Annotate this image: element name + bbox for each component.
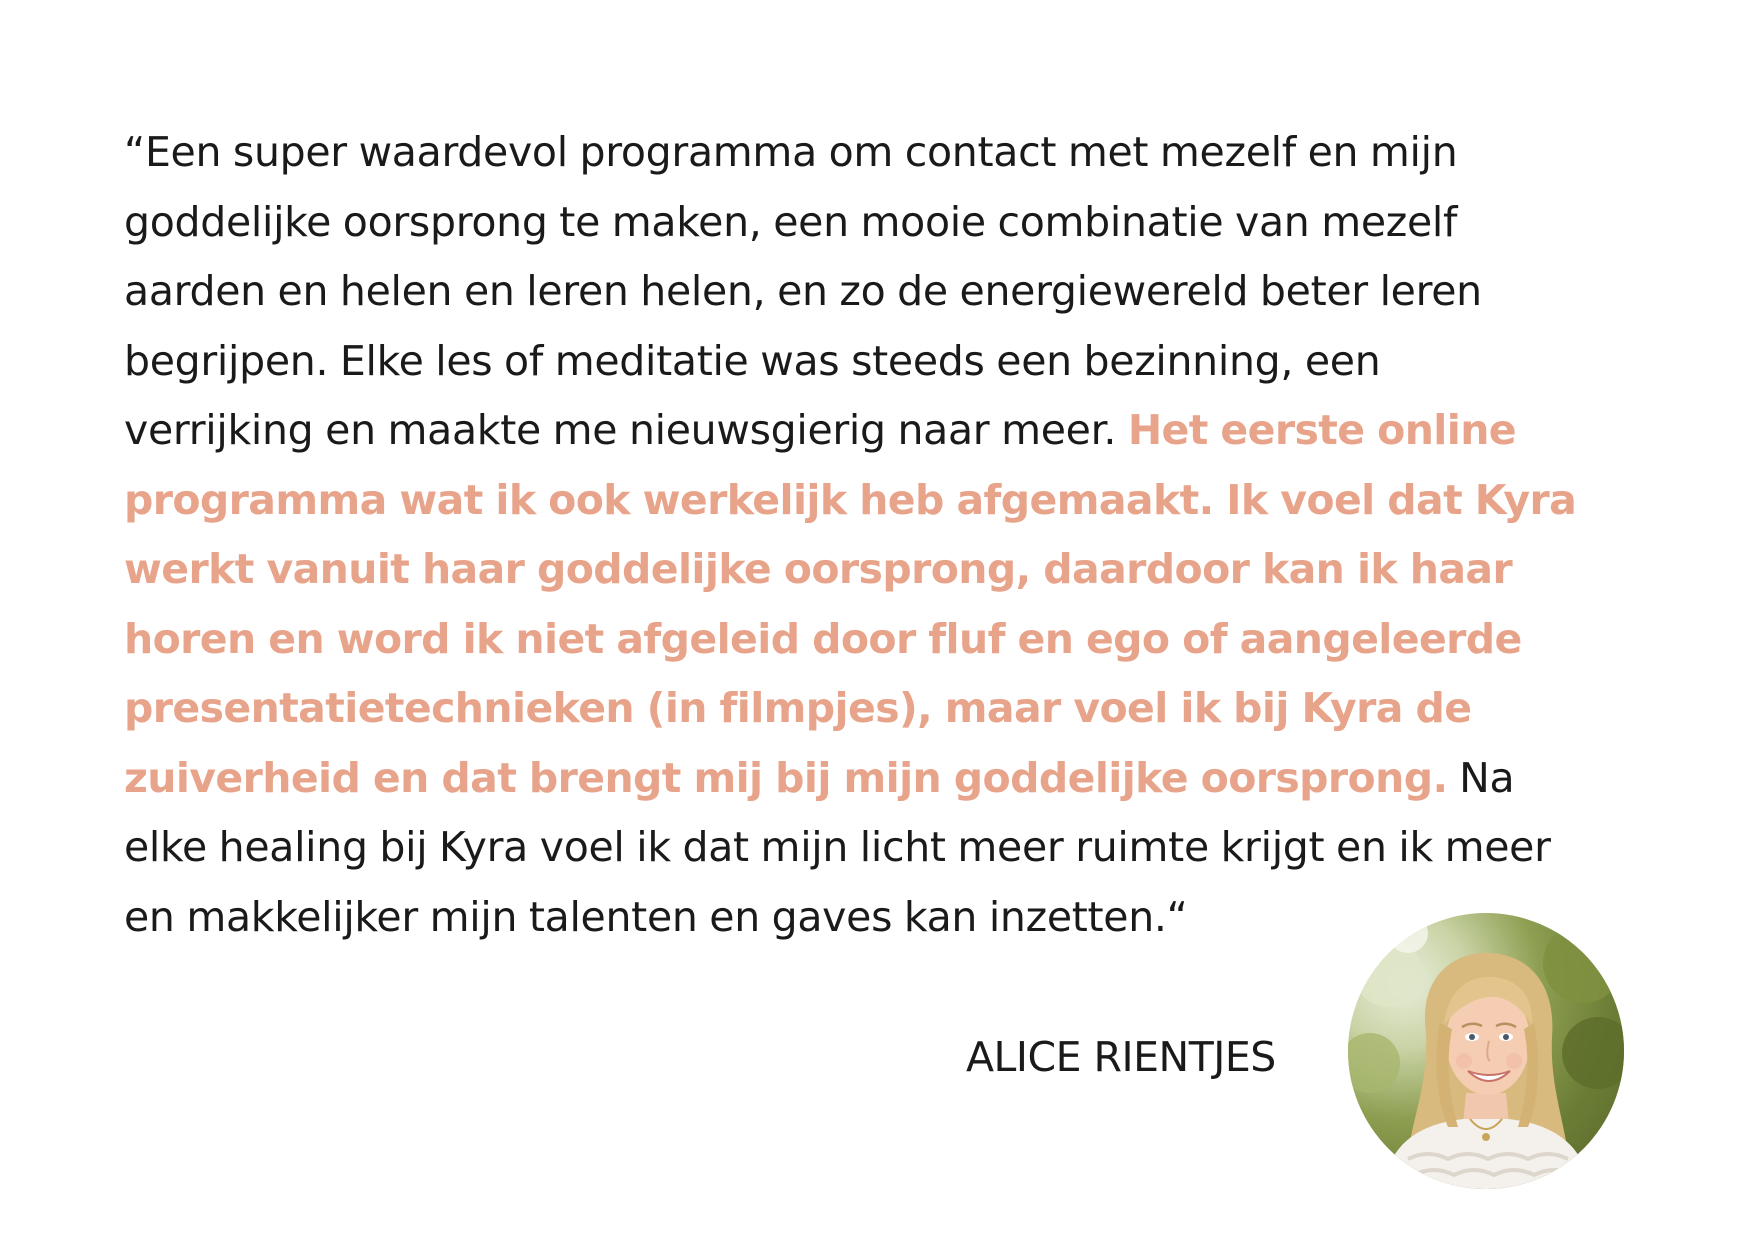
- quote-text: Na: [1447, 753, 1515, 802]
- quote-highlight: programma wat ik ook werkelijk heb afgemaakt. Ik voel dat Kyra: [124, 475, 1577, 524]
- quote-text: goddelijke oorsprong te maken, een mooie combinatie van mezelf: [124, 197, 1458, 246]
- quote-highlight: zuiverheid en dat brengt mij bij mijn goddelijke oorsprong.: [124, 753, 1448, 802]
- quote-line: [124, 396, 1624, 466]
- quote-line: [124, 118, 1624, 188]
- quote-line: [124, 744, 1624, 814]
- quote-highlight: Het eerste online: [1127, 406, 1517, 454]
- quote-line: [124, 535, 1624, 605]
- quote-text: verrijking en maakte me nieuwsgierig naar meer.: [124, 406, 1128, 454]
- quote-line: [124, 813, 1624, 883]
- quote-text: elke healing bij Kyra voel ik dat mijn licht meer ruimte krijgt en ik meer: [124, 823, 1551, 871]
- quote-text: en makkelijker mijn talenten en gaves kan inzetten.“: [124, 892, 1188, 941]
- author-name: ALICE RIENTJES: [966, 1033, 1276, 1081]
- quote-line: [124, 466, 1624, 536]
- quote-line: [124, 257, 1624, 327]
- quote-text: begrijpen. Elke les of meditatie was steeds een bezinning, een: [124, 336, 1381, 385]
- quote-text: “Een super waardevol programma om contact met mezelf en mijn: [124, 128, 1458, 176]
- quote-line: [124, 674, 1624, 744]
- quote-line: [124, 188, 1624, 258]
- person-photo-icon: [1348, 913, 1624, 1189]
- quote-highlight: presentatietechnieken (in filmpjes), maar voel ik bij Kyra de: [124, 684, 1472, 732]
- quote-line: [124, 605, 1624, 675]
- quote-highlight: horen en word ik niet afgeleid door fluf en ego of aangeleerde: [124, 614, 1522, 663]
- quote-line: [124, 883, 1624, 953]
- quote-text: aarden en helen en leren helen, en zo de energiewereld beter leren: [124, 267, 1482, 315]
- author-avatar: [1348, 913, 1624, 1189]
- quote-line: [124, 327, 1624, 397]
- testimonial-quote: [124, 118, 1624, 952]
- quote-highlight: werkt vanuit haar goddelijke oorsprong, daardoor kan ik haar: [124, 545, 1513, 593]
